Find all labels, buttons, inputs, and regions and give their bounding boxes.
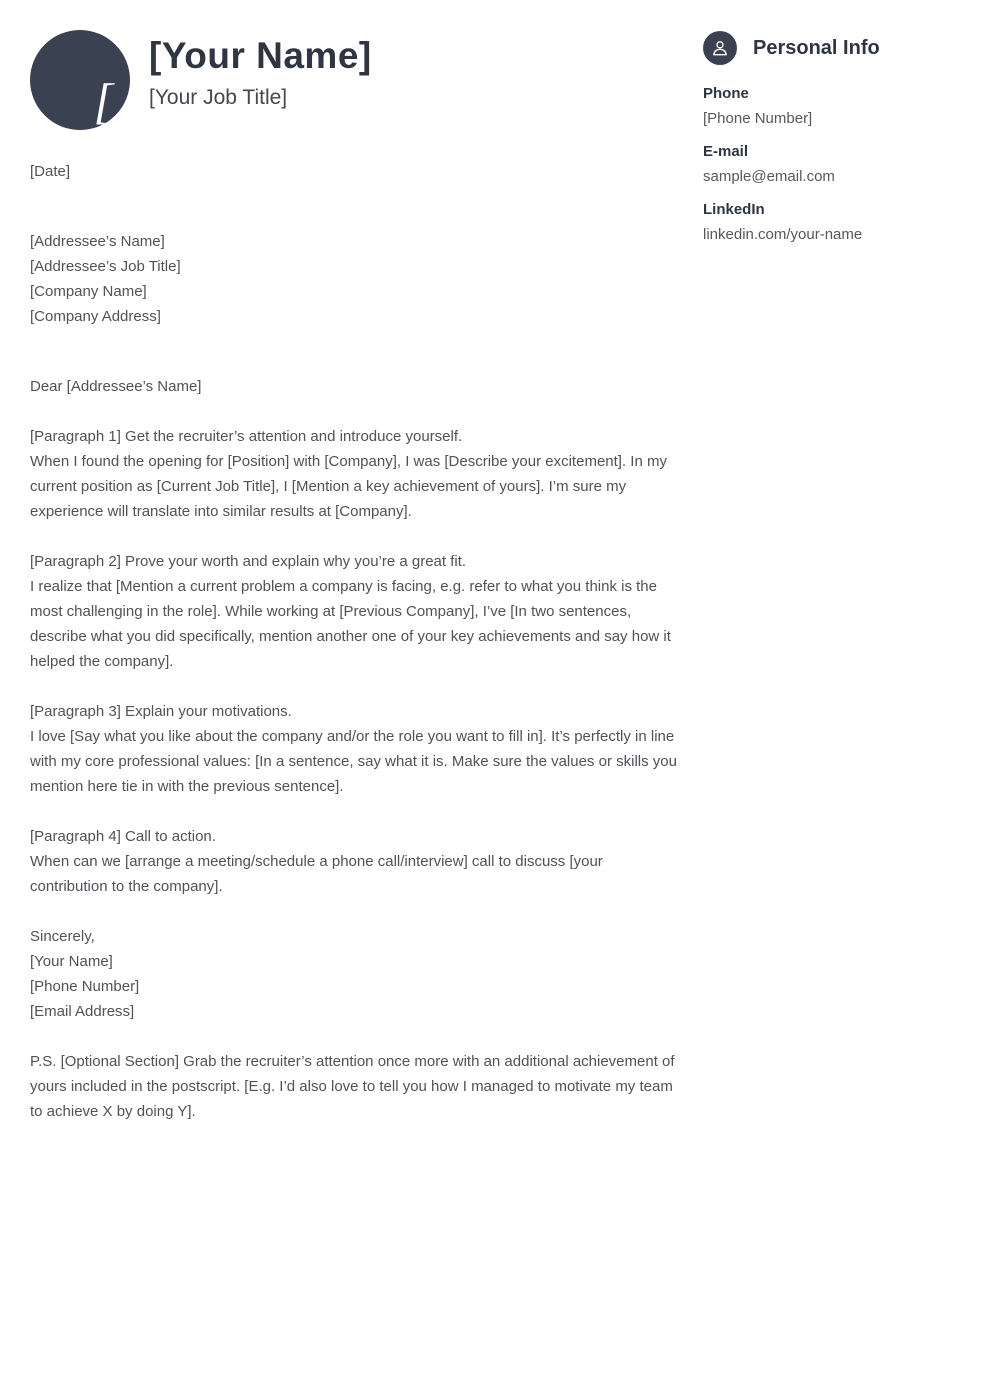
addressee-job-title: [Addressee’s Job Title] [30, 258, 181, 275]
paragraph-4-body: When can we [arrange a meeting/schedule a phone call/interview] call to discuss [your contribution to the company]. [30, 853, 603, 895]
paragraph-4 [30, 824, 678, 899]
field-email-value: sample@email.com [703, 168, 835, 185]
postscript: P.S. [Optional Section] Grab the recruiter’s attention once more with an additional achievement of yours included in the postscript. [E.g. I’d also love to tell you how I managed to motivate my team to achieve X by doing Y]. [30, 1053, 675, 1120]
paragraph-4-heading: [Paragraph 4] Call to action. [30, 828, 216, 845]
letter-body [30, 159, 678, 1124]
personal-info-header [703, 31, 963, 65]
closing-name: [Your Name] [30, 953, 113, 970]
paragraph-3 [30, 699, 678, 799]
avatar-bracket-glyph: [ [93, 73, 113, 129]
field-linkedin [703, 197, 963, 247]
avatar [30, 30, 130, 130]
greeting-line: Dear [Addressee’s Name] [30, 378, 202, 395]
company-name: [Company Name] [30, 283, 147, 300]
personal-info-sidebar [703, 31, 963, 255]
closing-sincerely: Sincerely, [30, 928, 95, 945]
paragraph-1-heading: [Paragraph 1] Get the recruiter’s attention and introduce yourself. [30, 428, 463, 445]
paragraph-3-body: I love [Say what you like about the company and/or the role you want to fill in]. It’s perfectly in line with my core professional values: [In a sentence, say what it is. Make sure the values or skills you mention here tie in with the previous sentence]. [30, 728, 677, 795]
person-icon [703, 31, 737, 65]
addressee-block [30, 229, 678, 329]
paragraph-1 [30, 424, 678, 524]
letter-header [30, 30, 372, 130]
date-line: [Date] [30, 163, 71, 180]
paragraph-1-body: When I found the opening for [Position] with [Company], I was [Describe your excitement]. In my current position as [Current Job Title], I [Mention a key achievement of yours]. I’m sure my experience will translate into similar results at [Company]. [30, 453, 667, 520]
title-block [149, 30, 372, 110]
field-linkedin-value: linkedin.com/your-name [703, 226, 863, 243]
addressee-name: [Addressee’s Name] [30, 233, 165, 250]
field-phone-label: Phone [703, 85, 749, 102]
person-job-title: [Your Job Title] [149, 85, 288, 109]
paragraph-2 [30, 549, 678, 674]
field-email [703, 139, 963, 189]
paragraph-2-heading: [Paragraph 2] Prove your worth and explain why you’re a great fit. [30, 553, 467, 570]
personal-info-fields [703, 81, 963, 247]
personal-info-title: Personal Info [753, 36, 880, 59]
closing-phone: [Phone Number] [30, 978, 140, 995]
paragraph-2-body: I realize that [Mention a current problem a company is facing, e.g. refer to what you think is the most challenging in the role]. While working at [Previous Company], I’ve [In two sentences, describe what you did specifically, mention another one of your key achievements and say how it helped the company]. [30, 578, 671, 670]
closing-email: [Email Address] [30, 1003, 135, 1020]
paragraph-3-heading: [Paragraph 3] Explain your motivations. [30, 703, 292, 720]
field-phone-value: [Phone Number] [703, 110, 813, 127]
closing-block [30, 924, 678, 1024]
field-phone [703, 81, 963, 131]
person-name: [Your Name] [149, 35, 372, 76]
company-address: [Company Address] [30, 308, 161, 325]
field-linkedin-label: LinkedIn [703, 201, 765, 218]
field-email-label: E-mail [703, 143, 749, 160]
